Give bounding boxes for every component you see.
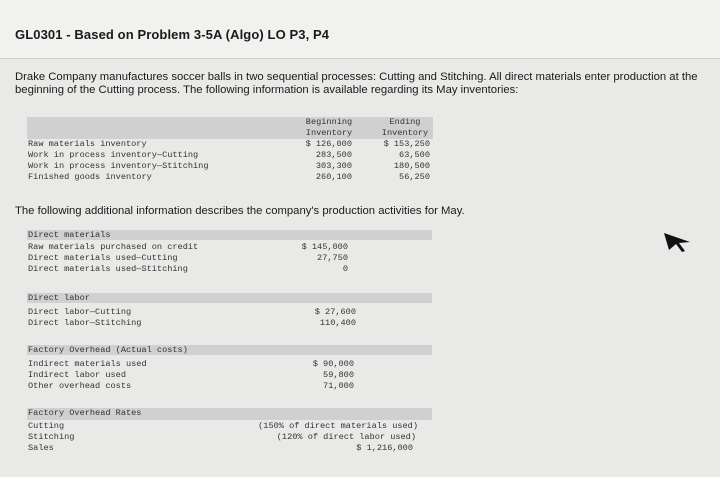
inventory-row-beginning: 303,300 [315, 161, 352, 171]
inventory-row-label: Raw materials inventory [28, 139, 147, 149]
inventory-row-ending: 180,500 [393, 161, 430, 171]
direct-labor-row-value: 110,400 [319, 318, 356, 328]
beginning-header-line2: Inventory [305, 128, 353, 138]
problem-intro: Drake Company manufactures soccer balls in two sequential processes: Cutting and Stitching. All direct materials enter production at the beginning of the Cutting process. The following information is available regarding its May inventories: [15, 71, 698, 96]
direct-materials-row-value: $ 145,000 [301, 242, 348, 252]
overhead-row-value: $ 90,000 [312, 359, 354, 369]
mouse-pointer-icon [663, 231, 693, 253]
rates-row-label: Stitching [28, 432, 75, 442]
direct-materials-row-label: Direct materials used—Cutting [28, 253, 178, 263]
inventory-row-label: Work in process inventory—Cutting [28, 150, 199, 160]
additional-info-text: The following additional information describes the company's production activities for May. [15, 205, 465, 217]
ending-header-line1: Ending [389, 117, 421, 127]
rates-row-value: $ 1,216,000 [356, 443, 413, 453]
direct-materials-row-label: Direct materials used—Stitching [28, 264, 188, 274]
problem-title: GL0301 - Based on Problem 3-5A (Algo) LO P3, P4 [15, 27, 330, 42]
rates-row-label: Sales [28, 443, 54, 453]
overhead-row-label: Indirect labor used [28, 370, 126, 380]
rates-row-label: Cutting [28, 421, 65, 431]
overhead-row-value: 59,800 [323, 370, 354, 380]
direct-labor-header: Direct labor [28, 293, 90, 303]
direct-labor-row-label: Direct labor—Cutting [28, 307, 132, 317]
overhead-header: Factory Overhead (Actual costs) [28, 345, 188, 355]
inventory-row-ending: 63,500 [399, 150, 430, 160]
overhead-row-label: Other overhead costs [28, 381, 132, 391]
direct-materials-row-value: 27,750 [317, 253, 348, 263]
direct-materials-row-label: Raw materials purchased on credit [28, 242, 199, 252]
inventory-row-beginning: 283,500 [315, 150, 352, 160]
inventory-row-label: Work in process inventory—Stitching [28, 161, 209, 171]
overhead-row-value: 71,000 [323, 381, 354, 391]
direct-materials-row-value: 0 [342, 264, 348, 274]
overhead-row-label: Indirect materials used [28, 359, 147, 369]
inventory-row-ending: 56,250 [399, 172, 430, 182]
rates-row-value: (120% of direct labor used) [276, 432, 416, 442]
beginning-header-line1: Beginning [305, 117, 353, 127]
direct-materials-header: Direct materials [28, 230, 111, 240]
inventory-row-ending: $ 153,250 [383, 139, 430, 149]
inventory-row-beginning: 260,100 [315, 172, 352, 182]
rates-row-value: (150% of direct materials used) [258, 421, 418, 431]
direct-labor-row-label: Direct labor—Stitching [28, 318, 142, 328]
direct-labor-row-value: $ 27,600 [314, 307, 356, 317]
ending-header-line2: Inventory [381, 128, 429, 138]
rates-header: Factory Overhead Rates [28, 408, 142, 418]
inventory-row-label: Finished goods inventory [28, 172, 152, 182]
inventory-row-beginning: $ 126,000 [305, 139, 352, 149]
